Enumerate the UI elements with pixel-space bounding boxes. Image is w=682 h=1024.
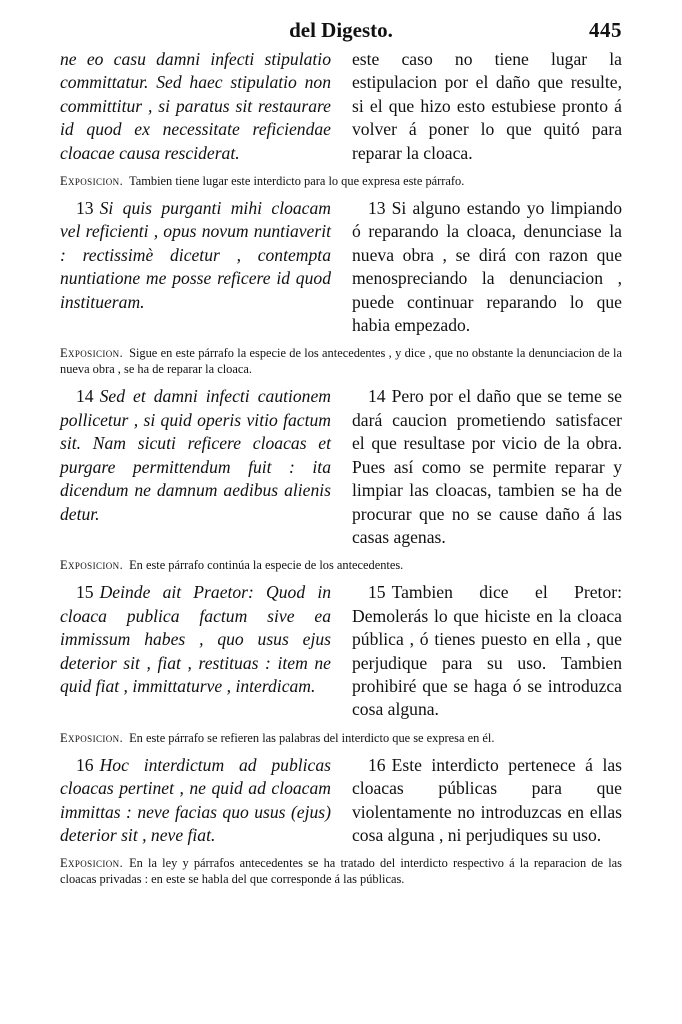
latin-text [60,581,331,721]
exposicion-text: En la ley y párrafos antecedentes se ha tratado del interdicto respectivo á la reparacion de las cloacas privadas : en este se habla del que corresponde á las públicas. [60,856,622,887]
section-number: 16 [76,754,94,775]
section-15 [60,581,622,721]
latin-text [60,754,331,848]
exposicion-note [60,557,622,573]
exposicion-label: Exposicion. [60,558,124,573]
exposicion-note [60,345,622,377]
latin-body: ne eo casu damni infecti stipulatio committatur. Sed haec stipulatio non committitur , si paratus sit restaurare id quod ex necessitate reficiendae cloacae causa resciderat. [60,49,331,163]
latin-text [60,48,331,165]
spanish-text [352,581,622,721]
exposicion-text: Sigue en este párrafo la especie de los antecedentes , y dice , que no obstante la denunciacion de la nueva obra , se ha de reparar la cloaca. [60,346,622,377]
section-number: 14 [368,386,386,407]
exposicion-label: Exposicion. [60,730,124,745]
spanish-body: Pero por el daño que se teme se dará caucion prometiendo satisfacer el que resultase por vicio de la obra. Pues así como se permite reparar y limpiar las cloacas, tambien se ha de procurar que no se cause daño á las casas agenas. [352,386,622,547]
latin-body: Hoc interdictum ad publicas cloacas pertinet , ne quid ad cloacam immittas : neve facias quo usus (ejus) deterior sit , neve fiat. [60,754,331,845]
spanish-text [352,197,622,337]
spanish-text [352,48,622,165]
section-number: 14 [76,386,94,407]
latin-text [60,197,331,337]
exposicion-note [60,730,622,746]
exposicion-label: Exposicion. [60,856,124,871]
spanish-body: Si alguno estando yo limpiando ó reparando la cloaca, denunciase la nueva obra , se dirá con razon que menospreciando la denunciacion , puede continuar reparando lo que habia empezado. [352,198,622,336]
latin-body: Deinde ait Praetor: Quod in cloaca publica factum sive ea immissum habes , quo usus ejus deterior sit , fiat , restituas : item ne quid fiat , immittaturve , interdicam. [60,582,331,696]
spanish-text [352,385,622,549]
page-number: 445 [589,18,622,42]
section-number: 13 [368,198,386,219]
section-14 [60,385,622,549]
section-number: 13 [76,198,94,219]
section-number: 15 [76,582,94,603]
exposicion-label: Exposicion. [60,346,124,361]
exposicion-note [60,855,622,887]
page-content [60,48,622,895]
exposicion-label: Exposicion. [60,174,124,189]
latin-text [60,385,331,549]
exposicion-text: En este párrafo continúa la especie de los antecedentes. [129,558,404,573]
running-title: del Digesto. [289,18,393,42]
exposicion-note [60,173,622,189]
exposicion-text: En este párrafo se refieren las palabras del interdicto que se expresa en él. [129,730,495,745]
spanish-body: Tambien dice el Pretor: Demolerás lo que hiciste en la cloaca pública , ó tienes puesto en ella , que perjudique para su uso. Tambien prohibiré que se haga ó se introduzca cosa alguna. [352,582,622,720]
section-continuation [60,48,622,165]
section-number: 16 [368,754,386,775]
section-16 [60,754,622,848]
spanish-body: este caso no tiene lugar la estipulacion por el daño que resulte, si el que hizo esto estubiese pronto á volver á poner lo que quitó para reparar la cloaca. [352,49,622,163]
spanish-body: Este interdicto pertenece á las cloacas públicas para que violentamente no introduzcas en ellas cosa alguna , ni perjudiques su uso. [352,754,622,845]
exposicion-text: Tambien tiene lugar este interdicto para lo que expresa este párrafo. [129,174,465,189]
latin-body: Si quis purganti mihi cloacam vel reficienti , opus novum nuntiaverit : rectissimè dicetur , contempta nuntiatione me posse reficere id quod institueram. [60,198,331,312]
section-13 [60,197,622,337]
spanish-text [352,754,622,848]
latin-body: Sed et damni infecti cautionem pollicetur , si quid operis vitio factum sit. Nam sicuti reficere cloacas et purgare permittendum fuit : ita dicendum ne damnum aedibus alienis detur. [60,386,331,524]
section-number: 15 [368,582,386,603]
page-header [60,14,622,48]
